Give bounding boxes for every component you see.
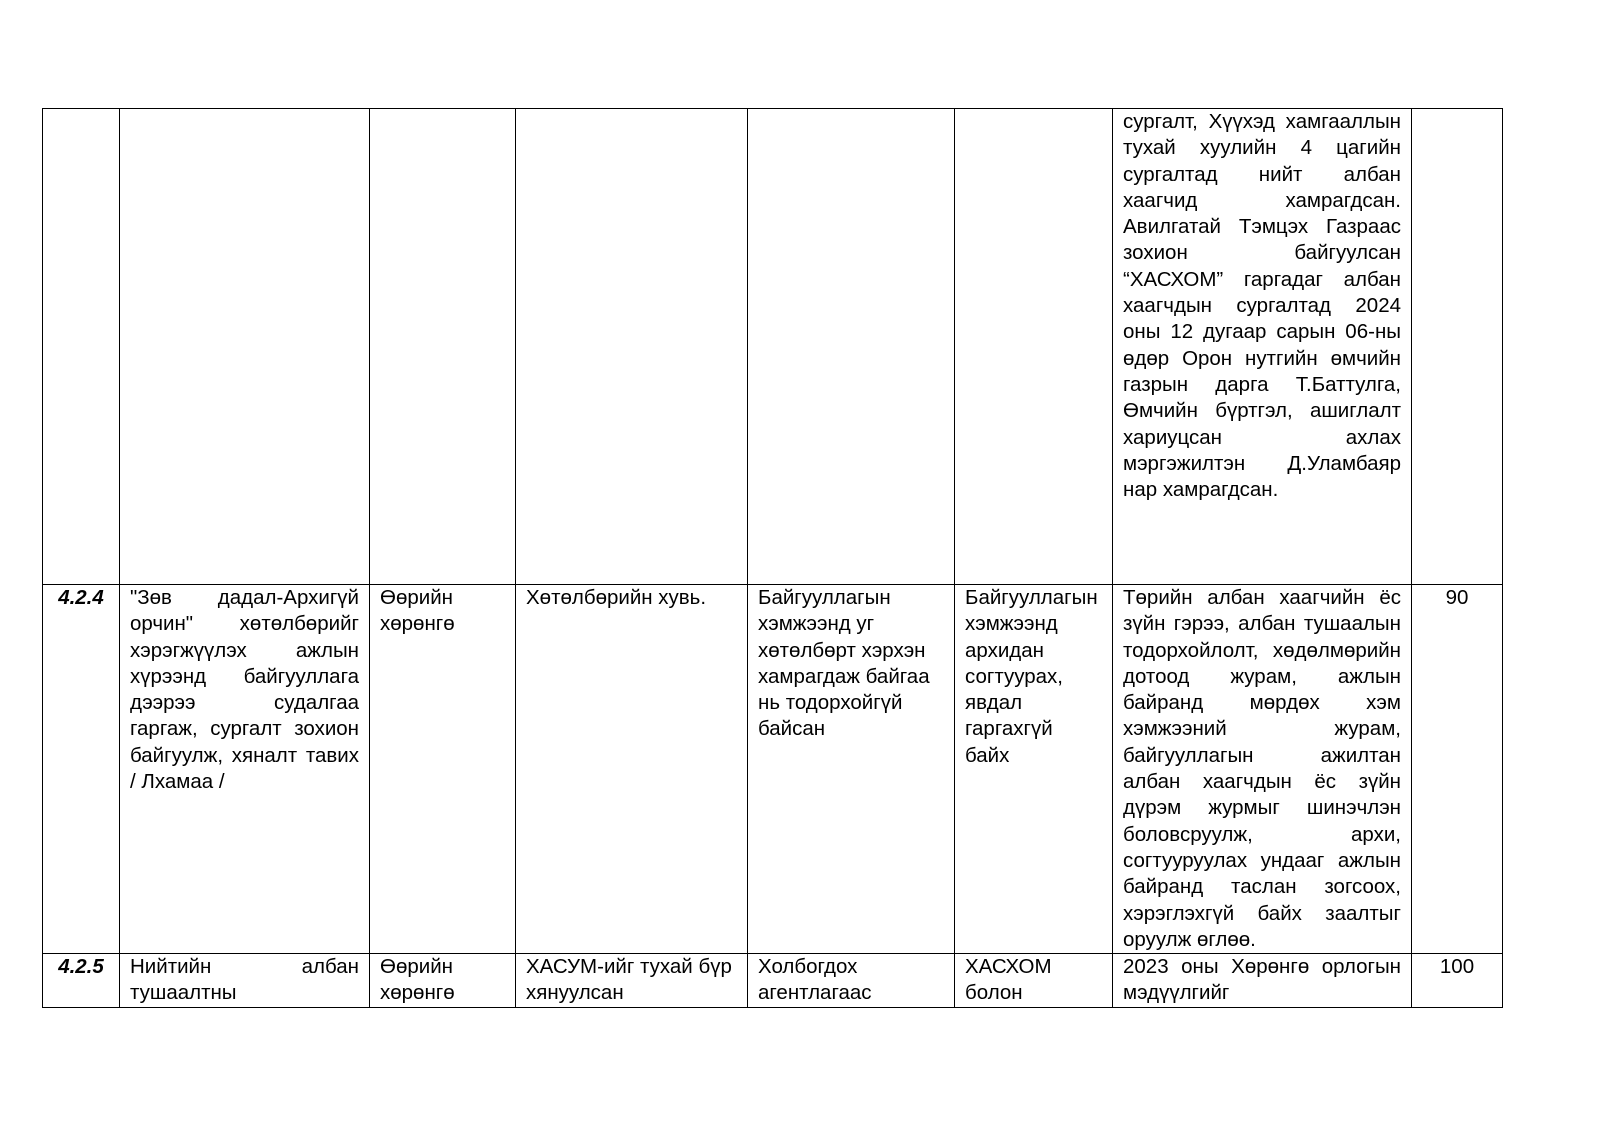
indicator-cell: Хөтөлбөрийн хувь.: [516, 585, 748, 954]
table-row: [43, 954, 1503, 1008]
plan-report-table: [42, 108, 1503, 1008]
target-cell: ХАСХОМ болон: [955, 954, 1113, 1008]
score-cell: 90: [1412, 585, 1503, 954]
baseline-cell: [748, 109, 955, 585]
target-cell: Байгууллагын хэмжээнд архидан согтуурах, явдал гаргахгүй байх: [955, 585, 1113, 954]
result-cell: сургалт, Хүүхэд хамгааллын тухай хуулийн 4 цагийн сургалтад нийт албан хаагчид хамрагдсан. Авилгатай Тэмцэх Газраас зохион байгуулсан “ХАСХОМ” гаргадаг албан хаагчдын сургалтад 2024 оны 12 дугаар сарын 06-ны өдөр Орон нутгийн өмчийн газрын дарга Т.Баттулга, Өмчийн бүртгэл, ашиглалт хариуцсан ахлах мэргэжилтэн Д.Уламбаяр нар хамрагдсан.: [1113, 109, 1412, 585]
indicator-cell: ХАСУМ-ийг тухай бүр хянуулсан: [516, 954, 748, 1008]
target-cell: [955, 109, 1113, 585]
score-cell: [1412, 109, 1503, 585]
result-cell: Төрийн албан хаагчийн ёс зүйн гэрээ, албан тушаалын тодорхойлолт, хөдөлмөрийн дотоод журам, ажлын байранд мөрдөх хэм хэмжээний журам, байгууллагын ажилтан албан хаагчдын ёс зүйн дүрэм журмыг шинэчлэн боловсруулж, архи, согтууруулах ундааг ажлын байранд таслан зогсоох, хэрэглэхгүй байх заалтыг оруулж өглөө.: [1113, 585, 1412, 954]
activity-cell: Нийтийн албан тушаалтны: [120, 954, 370, 1008]
funding-cell: Өөрийн хөрөнгө: [370, 954, 516, 1008]
baseline-cell: Холбогдох агентлагаас: [748, 954, 955, 1008]
baseline-cell: Байгууллагын хэмжээнд уг хөтөлбөрт хэрхэн хамрагдаж байгаа нь тодорхойгүй байсан: [748, 585, 955, 954]
row-number-cell: 4.2.4: [43, 585, 120, 954]
table-row: [43, 109, 1503, 585]
funding-cell: Өөрийн хөрөнгө: [370, 585, 516, 954]
funding-cell: [370, 109, 516, 585]
table-row: [43, 585, 1503, 954]
activity-cell: [120, 109, 370, 585]
row-number-cell: 4.2.5: [43, 954, 120, 1008]
activity-cell: "Зөв дадал-Архигүй орчин" хөтөлбөрийг хэрэгжүүлэх ажлын хүрээнд байгууллага дээрээ судалгаа гаргаж, сургалт зохион байгуулж, хяналт тавих / Лхамаа /: [120, 585, 370, 954]
indicator-cell: [516, 109, 748, 585]
result-cell: 2023 оны Хөрөнгө орлогын мэдүүлгийг: [1113, 954, 1412, 1008]
score-cell: 100: [1412, 954, 1503, 1008]
row-number-cell: [43, 109, 120, 585]
